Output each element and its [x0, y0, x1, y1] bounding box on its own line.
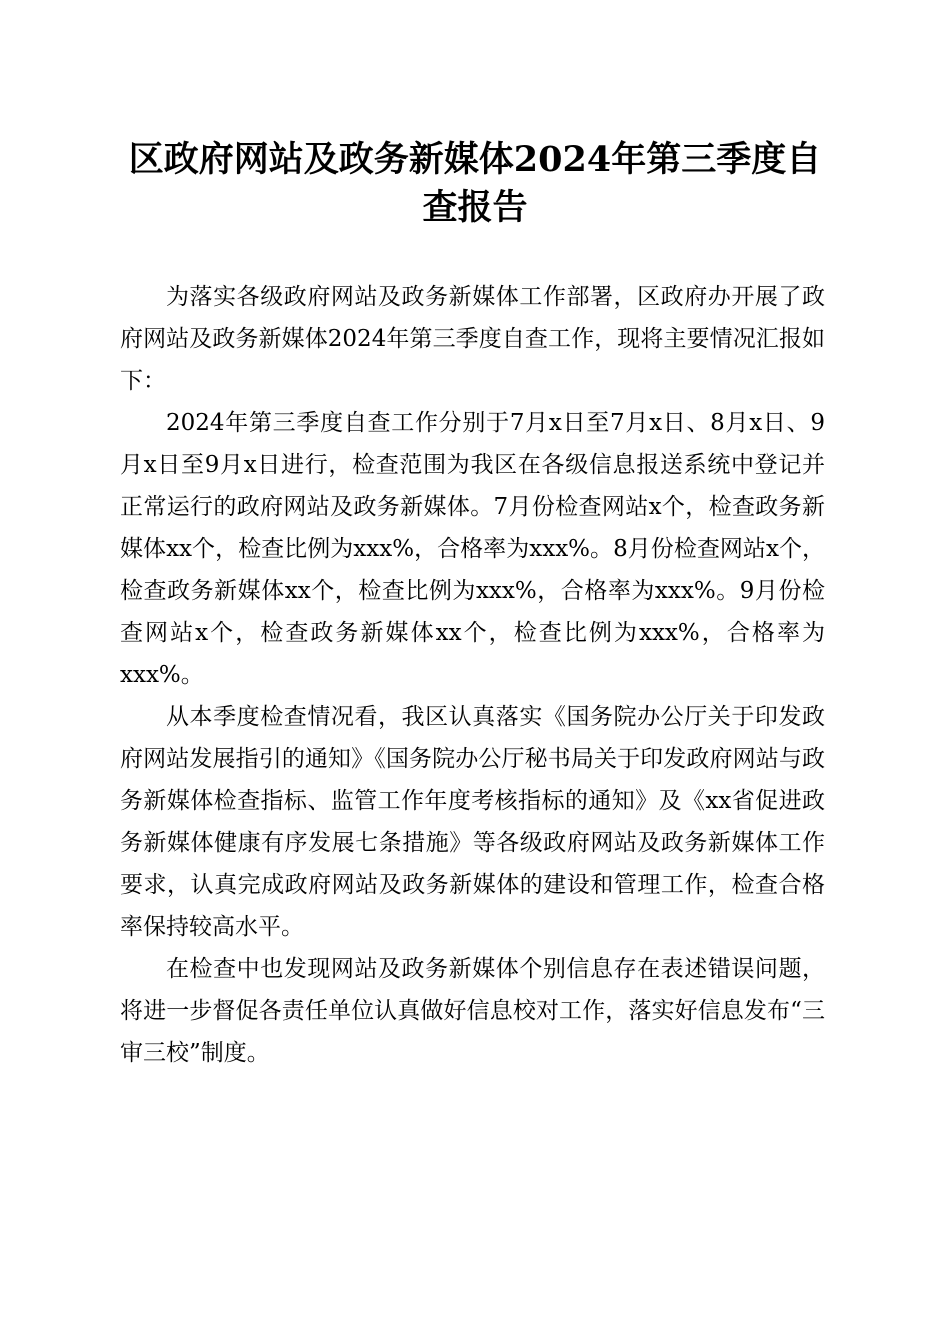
paragraph-inspection-stats: 2024年第三季度自查工作分别于7月x日至7月x日、8月x日、9月x日至9月x日进行，检查范围为我区在各级信息报送系统中登记并正常运行的政府网站及政务新媒体。7月份检查网站x个，检查政务新媒体xx个，检查比例为xxx%，合格率为xxx%。8月份检查网站x个，检查政务新媒体xx个，检查比例为xxx%，合格率为xxx%。9月份检查网站x个，检查政务新媒体xx个，检查比例为xxx%，合格率为xxx%。: [120, 410, 825, 688]
paragraph-intro: 为落实各级政府网站及政务新媒体工作部署，区政府办开展了政府网站及政务新媒体2024年第三季度自查工作，现将主要情况汇报如下：: [120, 284, 825, 394]
paragraph-findings: 从本季度检查情况看，我区认真落实《国务院办公厅关于印发政府网站发展指引的通知》《国务院办公厅秘书局关于印发政府网站与政务新媒体检查指标、监管工作年度考核指标的通知》及《xx省促进政务新媒体健康有序发展七条措施》等各级政府网站及政务新媒体工作要求，认真完成政府网站及政务新媒体的建设和管理工作，检查合格率保持较高水平。: [120, 704, 825, 940]
paragraph-issues: 在检查中也发现网站及政务新媒体个别信息存在表述错误问题，将进一步督促各责任单位认真做好信息校对工作，落实好信息发布“三审三校”制度。: [120, 956, 825, 1066]
document-title: 区政府网站及政务新媒体2024年第三季度自查报告: [128, 139, 822, 228]
document-body: [120, 276, 825, 1074]
